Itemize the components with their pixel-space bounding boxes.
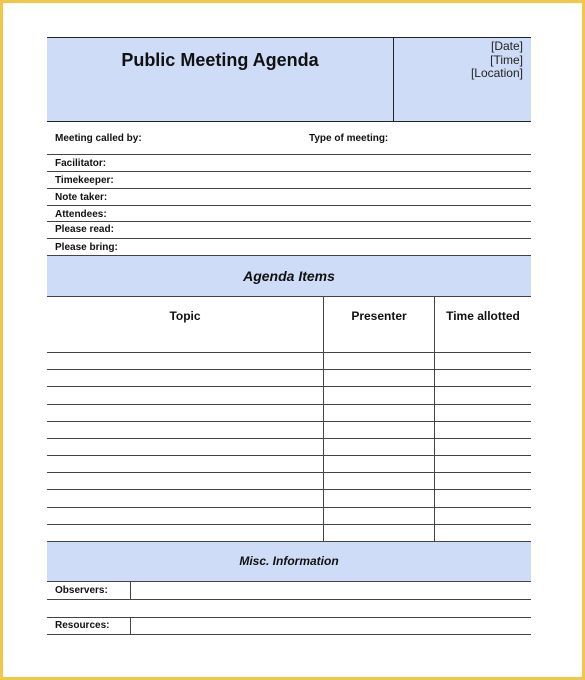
observers-label: Observers:: [55, 585, 108, 596]
meeting-called-by-label: Meeting called by:: [55, 133, 142, 144]
agenda-row-line: [47, 489, 531, 490]
agenda-row-line: [47, 369, 531, 370]
agenda-row-line: [47, 404, 531, 405]
column-divider: [434, 296, 435, 541]
location-placeholder[interactable]: [Location]: [470, 66, 523, 80]
agenda-row-line: [47, 455, 531, 456]
observers-divider: [130, 581, 131, 599]
agenda-row-line: [47, 472, 531, 473]
divider: [47, 188, 531, 189]
agenda-row-line: [47, 438, 531, 439]
divider: [47, 599, 531, 600]
please-read-label: Please read:: [55, 224, 114, 235]
agenda-row-line: [47, 507, 531, 508]
facilitator-label: Facilitator:: [55, 158, 107, 169]
resources-divider: [130, 617, 131, 634]
divider: [47, 238, 531, 239]
meeting-meta: [471, 40, 523, 81]
agenda-row-line: [47, 421, 531, 422]
date-placeholder[interactable]: [Date]: [490, 39, 523, 53]
presenter-column-header: Presenter: [351, 309, 407, 323]
attendees-label: Attendees:: [55, 209, 107, 220]
topic-column-header: Topic: [169, 309, 201, 323]
type-of-meeting-label: Type of meeting:: [309, 133, 389, 144]
time-allotted-column-header: Time allotted: [446, 309, 520, 323]
divider: [47, 205, 531, 206]
header-divider: [393, 38, 394, 121]
divider: [47, 171, 531, 172]
agenda-row-line: [47, 386, 531, 387]
time-placeholder[interactable]: [Time]: [490, 52, 523, 67]
agenda-row-line: [47, 524, 531, 525]
agenda-row-line: [47, 352, 531, 353]
divider: [47, 617, 531, 618]
header-block: [47, 37, 531, 122]
misc-information-band: Misc. Information: [47, 541, 531, 582]
page-title: Public Meeting Agenda: [121, 50, 319, 70]
please-bring-label: Please bring:: [55, 242, 118, 253]
column-divider: [323, 296, 324, 541]
agenda-items-band: Agenda Items: [47, 255, 531, 297]
resources-label: Resources:: [55, 620, 110, 631]
divider: [47, 221, 531, 222]
divider: [47, 634, 531, 635]
divider: [47, 154, 531, 155]
timekeeper-label: Timekeeper:: [55, 175, 114, 186]
note-taker-label: Note taker:: [55, 192, 108, 203]
